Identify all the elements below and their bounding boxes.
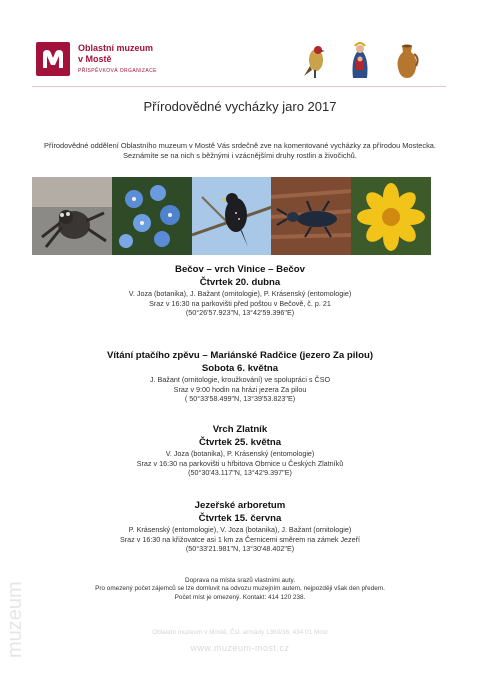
ceramic-jug-icon (392, 40, 422, 80)
transport-note: Doprava na místa srazů vlastními auty. Pro omezený počet zájemců se lze domluvit na odvozu muzejním autem, nejpozději však den předem. Počet míst je omezený. Kontakt: 414 120 238. (95, 577, 385, 601)
event-coordinates: ( 50°33'58.499"N, 13°39'53.823"E) (184, 394, 296, 404)
event-meeting-point: Sraz v 16:30 na parkovišti u hřbitova Obrnice u Českých Zlatníků (136, 458, 344, 468)
event-jezerske-arboretum (40, 499, 440, 554)
event-coordinates: (50°33'21.981"N, 13°30'48.402"E) (185, 544, 295, 554)
event-meeting-point: Sraz v 16:30 na křižovatce asi 1 km za Černicemi směrem na zámek Jezeří (119, 534, 361, 544)
starling-bird-photo (192, 177, 272, 255)
museum-address: Oblastní muzeum v Mostě, Čsl. armády 1360/36, 434 01 Most (152, 629, 328, 636)
event-meeting-point: Sraz v 16:30 na parkovišti před poštou v Bečově, č. p. 21 (149, 298, 331, 308)
ground-beetle-photo (271, 177, 351, 255)
event-date: Sobota 6. května (201, 363, 279, 374)
museum-website[interactable]: www.muzeum-most.cz (190, 643, 290, 653)
event-guides: J. Bažant (ornitologie, kroužkování) ve spolupráci s ČSO (149, 375, 331, 384)
event-coordinates: (50°30'43.117"N, 13°42'9.397"E) (188, 468, 292, 478)
yellow-flower-photo (351, 177, 431, 255)
event-marianske-radcice (40, 349, 440, 404)
page-title: Přírodovědné vycházky jaro 2017 (143, 99, 337, 114)
intro-text: Přírodovědné oddělení Oblastního muzeum v Mostě Vás srdečně zve na komentované vycházky za přírodou Mostecka. Seznámíte se na nich s běžnými i vzácnějšími druhy rostlin a živočichů. (44, 141, 436, 160)
madonna-figurine-icon (345, 40, 375, 80)
event-title: Vrch Zlatník (212, 424, 268, 435)
blue-flowers-photo (112, 177, 192, 255)
event-guides: V. Joza (botanika), P. Krásenský (entomologie) (165, 449, 315, 458)
svg-text:muzeum: muzeum (4, 581, 26, 658)
event-zlatnik (40, 423, 440, 478)
photo-strip (32, 177, 431, 255)
event-title: Vítání ptačího zpěvu – Mariánské Radčice (jezero Za pilou) (106, 350, 374, 361)
event-title: Bečov – vrch Vinice – Bečov (175, 264, 305, 275)
event-date: Čtvrtek 25. května (198, 437, 282, 448)
event-guides: V. Joza (botanika), J. Bažant (ornitologie), P. Krásenský (entomologie) (128, 289, 352, 298)
event-guides: P. Krásenský (entomologie), V. Joza (botanika), J. Bažant (ornitologie) (128, 525, 352, 534)
event-meeting-point: Sraz v 9:00 hodin na hrázi jezera Za pilou (173, 384, 307, 394)
event-title: Jezeřské arboretum (194, 500, 286, 511)
bird-figurine-icon (300, 40, 330, 80)
event-date: Čtvrtek 20. dubna (199, 277, 281, 288)
museum-name: Oblastní muzeum v Mostě (78, 43, 154, 64)
spider-photo (32, 177, 112, 255)
event-date: Čtvrtek 15. června (198, 513, 282, 524)
muzeum-watermark (4, 520, 26, 660)
event-becov (40, 263, 440, 318)
museum-subtitle: PŘÍSPĚVKOVÁ ORGANIZACE (78, 68, 157, 74)
event-coordinates: (50°26'57.923"N, 13°42'59.396"E) (185, 308, 295, 318)
header-divider (32, 86, 446, 87)
museum-logo (36, 42, 70, 76)
